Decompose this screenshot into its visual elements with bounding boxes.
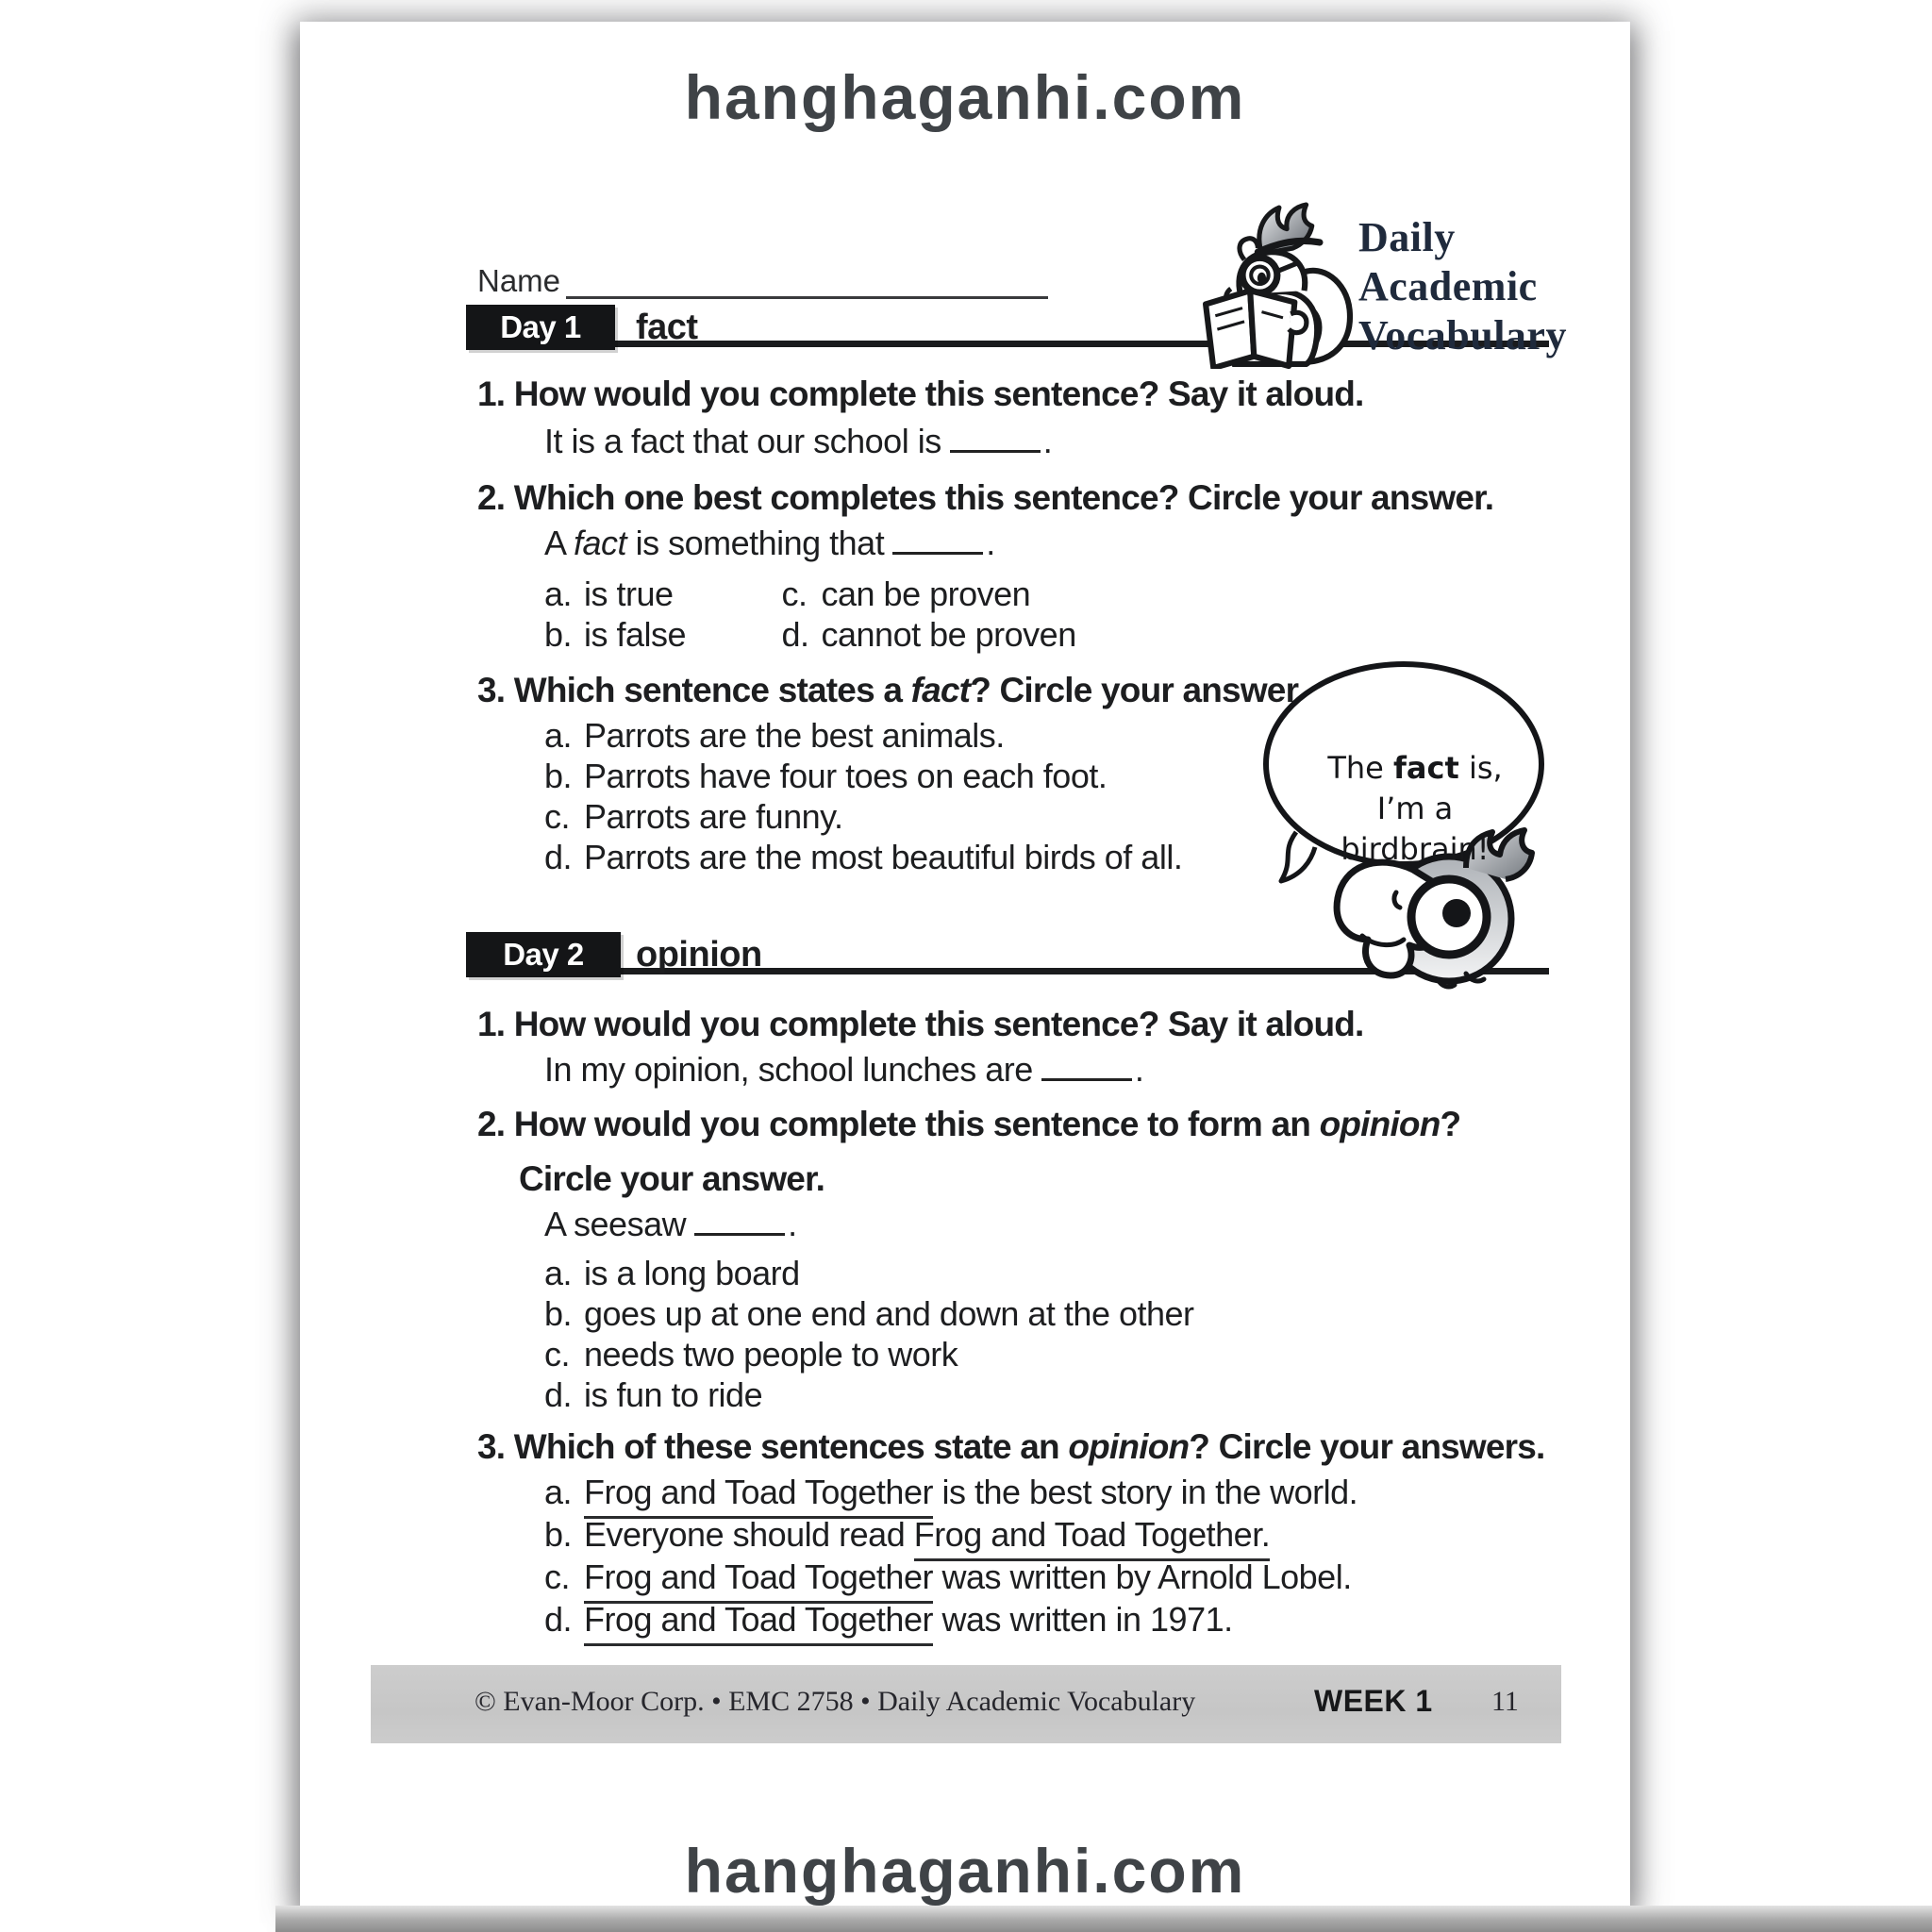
day1-tab-label: Day 1: [500, 309, 581, 344]
option-text: is false: [584, 615, 687, 654]
day2-tab-label: Day 2: [503, 937, 584, 972]
fill-in-blank: [1041, 1050, 1132, 1081]
day1-q2-sentence: [544, 524, 995, 563]
worksheet-page: [300, 22, 1630, 1906]
option-text: needs two people to work: [584, 1335, 958, 1374]
option-letter: b.: [544, 757, 573, 795]
option-letter: c.: [544, 1557, 571, 1596]
footer-week-label: WEEK 1: [1314, 1684, 1433, 1718]
footer-copyright: © Evan-Moor Corp. • EMC 2758 • Daily Academic Vocabulary: [475, 1686, 1196, 1717]
day2-q3-option-d: [544, 1600, 1233, 1640]
sentence-period: .: [1134, 1050, 1144, 1089]
name-blank-line: [566, 262, 1048, 299]
speech-line-1: [1304, 748, 1526, 789]
option-text: goes up at one end and down at the other: [584, 1294, 1194, 1333]
logo-title: [1358, 213, 1567, 360]
option-a: [544, 575, 773, 614]
option-c: [782, 575, 1031, 613]
option-text: is fun to ride: [584, 1375, 763, 1414]
day1-q2-sentence-post: is something that: [626, 524, 885, 562]
day1-q1-sentence: [544, 422, 1052, 461]
day2-q2-option-c: [544, 1335, 958, 1374]
sentence-period: .: [1042, 422, 1053, 460]
day1-q3-heading-italic: fact: [910, 671, 971, 709]
day1-q3-option-c: [544, 797, 842, 837]
day2-q3-heading-pre: 3. Which of these sentences state an: [477, 1427, 1069, 1466]
option-text: Parrots have four toes on each foot.: [584, 757, 1108, 795]
speech-line-2: I’m a birdbrain!: [1341, 791, 1490, 867]
book-title-underlined: Frog and Toad Together.: [914, 1515, 1270, 1561]
option-text: is true: [584, 575, 674, 613]
option-text: is the best story in the world.: [932, 1473, 1358, 1511]
logo-word-vocabulary: Vocabulary: [1358, 312, 1567, 358]
sentence-period: .: [986, 524, 995, 562]
watermark-top: hanghaganhi.com: [684, 62, 1246, 132]
name-field-row: [477, 262, 1048, 299]
fill-in-blank: [950, 422, 1041, 453]
day2-q1-heading: 1. How would you complete this sentence? Say it aloud.: [477, 1005, 1364, 1043]
footer-page-number: 11: [1491, 1686, 1519, 1717]
speech-text: is,: [1458, 750, 1503, 786]
day2-q2-heading-line2: Circle your answer.: [519, 1159, 825, 1198]
squirrel-reading-icon: [1202, 201, 1364, 369]
fill-in-blank: [694, 1205, 785, 1236]
day2-q3-heading-post: ? Circle your answers.: [1189, 1427, 1545, 1466]
option-text: is a long board: [584, 1254, 800, 1292]
day2-q3-option-c: [544, 1557, 1352, 1597]
option-d: [782, 615, 1076, 654]
option-letter: c.: [544, 797, 571, 836]
option-text: can be proven: [821, 575, 1031, 613]
option-text: was written in 1971.: [932, 1600, 1233, 1639]
day1-q2-heading: 2. Which one best completes this sentence? Circle your answer.: [477, 478, 1494, 517]
day2-q1-sentence-text: In my opinion, school lunches are: [544, 1050, 1033, 1089]
option-letter: d.: [781, 615, 809, 654]
day2-q2-heading-italic: opinion: [1319, 1105, 1441, 1143]
option-letter: a.: [544, 1473, 573, 1511]
book-title-underlined: Frog and Toad Together: [584, 1557, 933, 1604]
option-b: [544, 615, 773, 655]
day1-q3-option-d: [544, 838, 1182, 877]
day1-q3-heading-pre: 3. Which sentence states a: [477, 671, 911, 709]
option-letter: b.: [544, 615, 573, 654]
name-label: Name: [477, 263, 561, 298]
day2-q3-option-a: [544, 1473, 1357, 1512]
option-text: Parrots are the most beautiful birds of all.: [584, 838, 1183, 876]
day2-q2-heading: [477, 1105, 1460, 1144]
day2-q2-option-a: [544, 1254, 800, 1293]
option-letter: b.: [544, 1294, 573, 1333]
day1-q1-sentence-text: It is a fact that our school is: [544, 422, 941, 460]
day1-word: fact: [636, 308, 698, 347]
option-text: cannot be proven: [821, 615, 1076, 654]
day2-q2-option-d: [544, 1375, 762, 1415]
book-title-underlined: Frog and Toad Together: [584, 1473, 933, 1519]
day1-q2-options-row1: [544, 575, 1030, 614]
logo-word-daily: Daily: [1358, 214, 1456, 260]
option-letter: a.: [544, 1254, 573, 1292]
speech-text-bold: fact: [1393, 750, 1459, 786]
day1-tab: [466, 305, 615, 350]
day2-q2-sentence: [544, 1205, 797, 1244]
fill-in-blank: [892, 524, 983, 555]
day1-q2-options-row2: [544, 615, 1076, 655]
watermark-bottom: hanghaganhi.com: [684, 1836, 1246, 1906]
day2-q2-option-b: [544, 1294, 1194, 1334]
day1-q2-sentence-pre: A: [544, 524, 575, 562]
book-title-underlined: Frog and Toad Together: [584, 1600, 933, 1646]
option-letter: a.: [544, 716, 573, 755]
day1-q2-sentence-italic: fact: [574, 524, 627, 562]
day2-q3-option-b: [544, 1515, 1270, 1555]
speech-bubble-text: [1304, 748, 1526, 870]
option-text: Everyone should read: [584, 1515, 914, 1554]
footer-band: [371, 1665, 1561, 1743]
option-text: Parrots are the best animals.: [584, 716, 1005, 755]
day2-word: opinion: [636, 935, 762, 974]
day1-q3-heading-post: ? Circle your answer.: [970, 671, 1306, 709]
option-letter: d.: [544, 1375, 573, 1414]
day1-q3-option-a: [544, 716, 1005, 756]
page-bottom-shadow: [275, 1906, 1932, 1932]
option-letter: a.: [544, 575, 573, 613]
speech-text: The: [1327, 750, 1393, 786]
day2-q3-heading-italic: opinion: [1068, 1427, 1190, 1466]
day2-q2-heading-post: ?: [1440, 1105, 1461, 1143]
option-letter: c.: [781, 575, 808, 613]
option-text: Parrots are funny.: [584, 797, 843, 836]
day1-q3-option-b: [544, 757, 1107, 796]
day2-q2-heading-pre: 2. How would you complete this sentence to form an: [477, 1105, 1320, 1143]
day2-tab: [466, 932, 621, 977]
option-text: was written by Arnold Lobel.: [932, 1557, 1352, 1596]
day2-q2-sentence-text: A seesaw: [544, 1205, 687, 1243]
day2-q1-sentence: [544, 1050, 1143, 1090]
day2-q3-heading: [477, 1427, 1545, 1467]
option-letter: d.: [544, 838, 573, 876]
option-letter: c.: [544, 1335, 571, 1374]
day1-q3-heading: [477, 671, 1306, 710]
option-letter: d.: [544, 1600, 573, 1639]
sentence-period: .: [788, 1205, 797, 1243]
logo-word-academic: Academic: [1358, 263, 1538, 309]
day1-q1-heading: 1. How would you complete this sentence? Say it aloud.: [477, 375, 1364, 413]
option-letter: b.: [544, 1515, 573, 1554]
